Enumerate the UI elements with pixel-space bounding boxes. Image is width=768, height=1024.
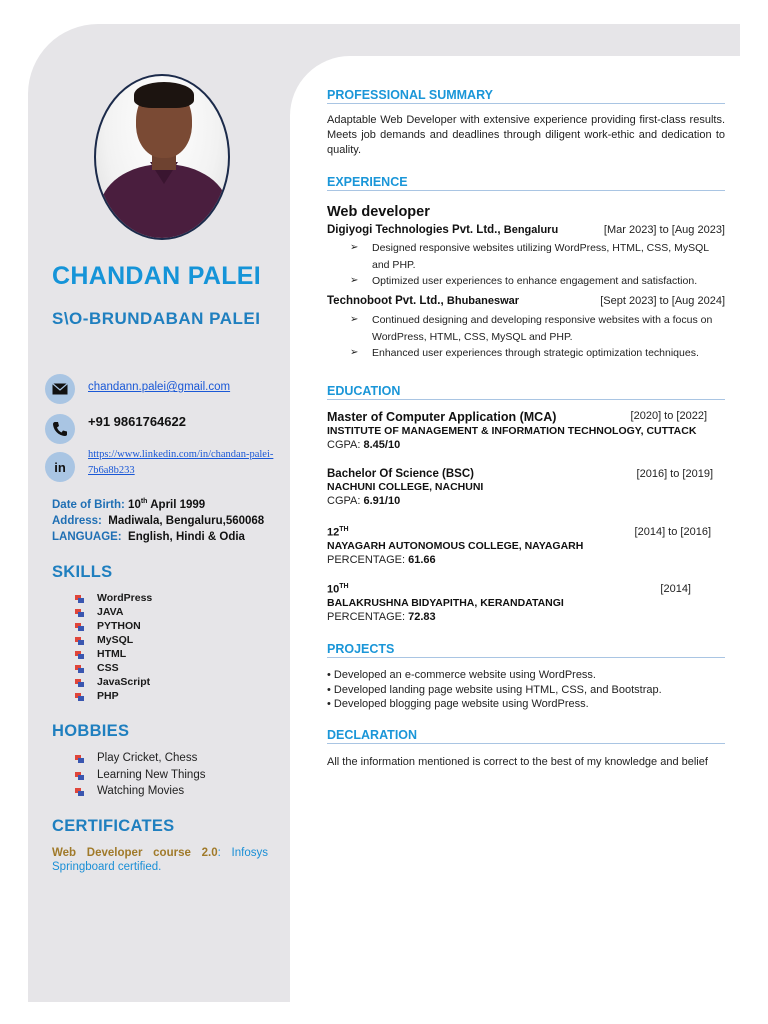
list-item bbox=[74, 647, 152, 661]
list-item bbox=[74, 750, 205, 767]
bullet-icon bbox=[74, 663, 84, 673]
list-item: • Developed an e-commerce website using WordPress. bbox=[327, 669, 596, 681]
hobbies-heading: HOBBIES bbox=[52, 722, 130, 740]
certificate-provider: Infosys Springboard certified. bbox=[52, 847, 268, 873]
dob-suffix: th bbox=[140, 498, 148, 505]
arrow-bullet-icon: ➢ bbox=[350, 347, 359, 358]
company-name bbox=[327, 224, 558, 236]
grade-value: 72.83 bbox=[408, 610, 436, 623]
address-value: Madiwala, Bengaluru,560068 bbox=[108, 515, 265, 527]
company-location: Bengaluru bbox=[503, 224, 559, 236]
degree-name bbox=[327, 526, 349, 539]
declaration-text: All the information mentioned is correct to the best of my knowledge and belief bbox=[327, 756, 708, 768]
language-label: LANGUAGE: bbox=[52, 531, 122, 543]
list-item bbox=[350, 345, 725, 362]
education-dates: [2020] to [2022] bbox=[630, 410, 707, 422]
skill-label: JAVA bbox=[97, 606, 124, 618]
education-dates: [2014] bbox=[660, 583, 691, 595]
phone-icon bbox=[45, 414, 75, 444]
education-entry bbox=[327, 410, 725, 452]
declaration-heading: DECLARATION bbox=[327, 728, 725, 744]
photo-hair bbox=[134, 82, 194, 108]
list-item bbox=[74, 767, 205, 784]
skill-label: WordPress bbox=[97, 592, 153, 604]
list-item: • Developed landing page website using HTML, CSS, and Bootstrap. bbox=[327, 683, 662, 696]
grade-line bbox=[327, 610, 725, 624]
company-row bbox=[327, 295, 725, 307]
duty-text: Enhanced user experiences through strategic optimization techniques. bbox=[372, 347, 699, 359]
education-dates: [2016] to [2019] bbox=[636, 468, 713, 480]
company-row bbox=[327, 224, 725, 236]
company-label: Technoboot Pvt. Ltd., bbox=[327, 295, 444, 307]
bullet-icon bbox=[74, 621, 84, 631]
list-item bbox=[74, 591, 152, 605]
summary-heading: PROFESSIONAL SUMMARY bbox=[327, 88, 725, 104]
list-item bbox=[74, 619, 152, 633]
skill-label: JavaScript bbox=[97, 676, 151, 688]
dob-day: 10 bbox=[128, 498, 141, 511]
skills-list bbox=[74, 591, 152, 703]
duty-text: Designed responsive websites utilizing WordPress, HTML, CSS, MySQL and PHP. bbox=[372, 242, 709, 271]
list-item bbox=[74, 675, 152, 689]
grade-label: PERCENTAGE: bbox=[327, 610, 409, 623]
job-role: Web developer bbox=[327, 204, 430, 220]
job-duties bbox=[350, 312, 725, 362]
linkedin-link[interactable]: https://www.linkedin.com/in/chandan-palei-7b6a8b233 bbox=[88, 449, 274, 476]
envelope-icon bbox=[45, 374, 75, 404]
grade-label: PERCENTAGE: bbox=[327, 553, 409, 566]
experience-heading: EXPERIENCE bbox=[327, 175, 725, 191]
skill-label: PHP bbox=[97, 690, 119, 702]
education-dates: [2014] to [2016] bbox=[634, 526, 711, 538]
language-value: English, Hindi & Odia bbox=[128, 531, 245, 543]
company-name bbox=[327, 295, 519, 307]
list-item bbox=[74, 689, 152, 703]
certificate-course: Web Developer course 2.0 bbox=[52, 847, 218, 859]
arrow-bullet-icon: ➢ bbox=[350, 242, 359, 253]
bullet-icon bbox=[74, 607, 84, 617]
phone-number: +91 9861764622 bbox=[88, 414, 186, 429]
duty-text: Continued designing and developing responsive websites with a focus on WordPress, HTML, CSS, MySQL and PHP. bbox=[372, 314, 713, 343]
degree-name bbox=[327, 583, 349, 596]
skill-label: CSS bbox=[97, 662, 119, 674]
grade-value: 6.91/10 bbox=[363, 495, 401, 507]
summary-text: Adaptable Web Developer with extensive experience providing first-class results. Meets job demands and deadlines through diligent work-ethic and dedication to quality. bbox=[327, 114, 725, 156]
bullet-icon bbox=[74, 770, 84, 780]
skill-label: PYTHON bbox=[97, 620, 141, 632]
hobby-label: Learning New Things bbox=[97, 768, 206, 781]
degree-suffix: TH bbox=[339, 583, 349, 590]
degree-name: Bachelor Of Science (BSC) bbox=[327, 468, 474, 480]
grade-value: 8.45/10 bbox=[363, 439, 401, 451]
institute-name: NAYAGARH AUTONOMOUS COLLEGE, NAYAGARH bbox=[327, 539, 584, 552]
list-item: • Developed blogging page website using WordPress. bbox=[327, 698, 589, 710]
education-entry bbox=[327, 526, 725, 567]
list-item bbox=[74, 633, 152, 647]
arrow-bullet-icon: ➢ bbox=[350, 275, 359, 286]
skill-label: MySQL bbox=[97, 634, 134, 646]
list-item bbox=[74, 661, 152, 675]
candidate-name: CHANDAN PALEI bbox=[52, 262, 261, 290]
bullet-icon bbox=[74, 786, 84, 796]
bullet-icon bbox=[74, 635, 84, 645]
hobby-label: Play Cricket, Chess bbox=[97, 752, 198, 764]
institute-name: INSTITUTE OF MANAGEMENT & INFORMATION TECHNOLOGY, CUTTACK bbox=[327, 425, 697, 437]
grade-line bbox=[327, 553, 725, 567]
list-item bbox=[74, 783, 205, 800]
grade-line bbox=[327, 494, 725, 508]
certificates-heading: CERTIFICATES bbox=[52, 817, 175, 835]
bullet-icon bbox=[74, 649, 84, 659]
projects-heading: PROJECTS bbox=[327, 642, 725, 658]
address-label: Address: bbox=[52, 515, 102, 527]
grade-label: CGPA: bbox=[327, 495, 364, 507]
grade-value: 61.66 bbox=[408, 553, 436, 566]
bullet-icon bbox=[74, 677, 84, 687]
degree-number: 12 bbox=[327, 526, 340, 539]
bullet-icon bbox=[74, 753, 84, 763]
degree-number: 10 bbox=[327, 583, 340, 596]
education-entry bbox=[327, 583, 725, 624]
profile-photo bbox=[94, 74, 230, 240]
institute-name: BALAKRUSHNA BIDYAPITHA, KERANDATANGI bbox=[327, 596, 564, 609]
skills-heading: SKILLS bbox=[52, 563, 113, 581]
address bbox=[52, 515, 264, 527]
bullet-icon bbox=[74, 593, 84, 603]
job-duties bbox=[350, 240, 725, 290]
institute-name: NACHUNI COLLEGE, NACHUNI bbox=[327, 481, 484, 493]
degree-name: Master of Computer Application (MCA) bbox=[327, 410, 557, 424]
list-item bbox=[74, 605, 152, 619]
bullet-icon bbox=[74, 691, 84, 701]
date-of-birth bbox=[52, 498, 205, 511]
company-location: Bhubaneswar bbox=[446, 295, 520, 307]
grade-line bbox=[327, 438, 725, 452]
list-item bbox=[350, 312, 725, 345]
education-entry bbox=[327, 468, 725, 508]
job-dates: [Mar 2023] to [Aug 2023] bbox=[603, 224, 725, 236]
dob-label: Date of Birth: bbox=[52, 498, 125, 511]
degree-suffix: TH bbox=[339, 526, 349, 533]
company-label: Digiyogi Technologies Pvt. Ltd., bbox=[327, 224, 501, 236]
hobbies-list bbox=[74, 750, 205, 800]
certificate-separator: : bbox=[217, 847, 221, 859]
hobby-label: Watching Movies bbox=[97, 785, 185, 797]
father-name: S\O-BRUNDABAN PALEI bbox=[52, 309, 261, 328]
duty-text: Optimized user experiences to enhance engagement and satisfaction. bbox=[372, 275, 698, 287]
list-item bbox=[350, 240, 725, 273]
languages bbox=[52, 531, 245, 543]
grade-label: CGPA: bbox=[327, 439, 364, 451]
list-item bbox=[350, 273, 725, 290]
arrow-bullet-icon: ➢ bbox=[350, 314, 359, 325]
job-dates: [Sept 2023] to [Aug 2024] bbox=[600, 295, 725, 307]
linkedin-icon: in bbox=[45, 452, 75, 482]
projects-list bbox=[327, 668, 725, 712]
dob-rest: April 1999 bbox=[150, 498, 206, 511]
email-link[interactable]: chandann.palei@gmail.com bbox=[88, 381, 231, 393]
education-heading: EDUCATION bbox=[327, 384, 725, 400]
certificate-entry bbox=[52, 846, 268, 874]
skill-label: HTML bbox=[97, 648, 127, 660]
